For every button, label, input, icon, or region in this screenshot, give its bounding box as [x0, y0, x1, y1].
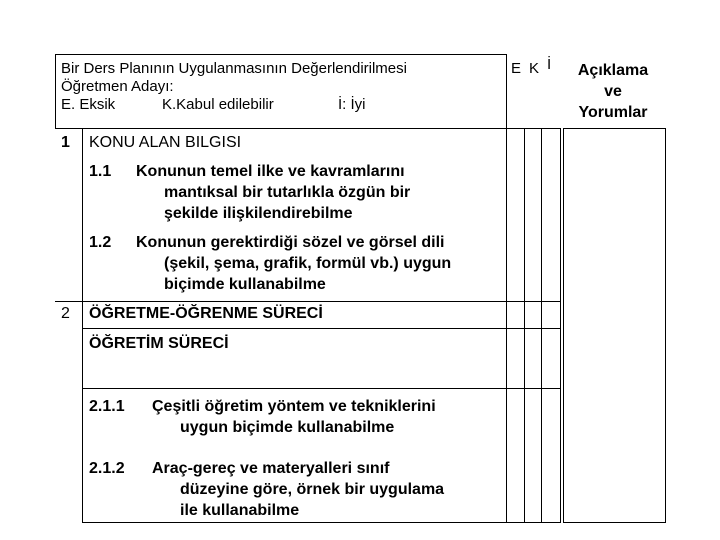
- scale-kabul: K.Kabul edilebilir: [162, 96, 274, 113]
- table-line-i-right: [560, 128, 561, 523]
- candidate-label: Öğretmen Adayı:: [61, 78, 174, 95]
- scale-eksik: E. Eksik: [61, 96, 116, 113]
- item-1-2-line3: biçimde kullanabilme: [164, 276, 326, 293]
- item-1-1-line1: Konunun temel ilke ve kavramlarını: [136, 163, 405, 180]
- item-2-1-2-number: 2.1.2: [89, 460, 125, 477]
- comment-header-line3: Yorumlar: [578, 104, 648, 121]
- table-line-comment-right: [665, 128, 666, 523]
- comment-column-header: [558, 60, 668, 123]
- table-line-k-left: [524, 128, 525, 523]
- section1-number: 1: [61, 134, 70, 151]
- table-line-subtitle-bottom: [82, 388, 560, 389]
- table-line-bottom: [82, 522, 560, 523]
- table-line-e-left: [506, 54, 507, 523]
- table-line-inner-left: [82, 128, 83, 523]
- item-1-2-line2: (şekil, şema, grafik, formül vb.) uygun: [164, 255, 452, 272]
- section2-number: 2: [61, 305, 70, 322]
- table-line-comment-left: [563, 128, 564, 523]
- section2-title: ÖĞRETME-ÖĞRENME SÜRECİ: [89, 305, 323, 322]
- table-line-sec2-top: [55, 301, 560, 302]
- comment-header-line1: Açıklama: [577, 62, 649, 79]
- table-line-sec2-bottom: [82, 328, 560, 329]
- item-1-1-line2: mantıksal bir tutarlıkla özgün bir: [164, 184, 411, 201]
- table-line-top-left: [55, 54, 506, 55]
- table-line-i-left: [541, 128, 542, 523]
- table-line-comment-top: [563, 128, 665, 129]
- item-1-2-number: 1.2: [89, 234, 112, 251]
- table-line-comment-bottom: [563, 522, 665, 523]
- section2-subtitle: ÖĞRETİM SÜRECİ: [89, 335, 229, 352]
- column-i-header: İ: [547, 56, 552, 73]
- item-2-1-2-line2: düzeyine göre, örnek bir uygulama: [180, 481, 445, 498]
- item-2-1-1-line1: Çeşitli öğretim yöntem ve tekniklerini: [152, 398, 436, 415]
- comment-header-line2: ve: [604, 83, 622, 100]
- item-2-1-2-line3: ile kullanabilme: [180, 502, 300, 519]
- scale-iyi: İ: İyi: [338, 96, 366, 113]
- item-2-1-1-number: 2.1.1: [89, 398, 125, 415]
- item-2-1-1-line2: uygun biçimde kullanabilme: [180, 419, 395, 436]
- form-title: Bir Ders Planının Uygulanmasının Değerlendirilmesi: [61, 60, 407, 77]
- column-e-header: E: [511, 60, 522, 77]
- item-1-1-number: 1.1: [89, 163, 112, 180]
- section1-title: KONU ALAN BILGISI: [89, 134, 242, 151]
- table-line-header-bottom: [55, 128, 560, 129]
- item-2-1-2-line1: Araç-gereç ve materyalleri sınıf: [152, 460, 390, 477]
- item-1-1-line3: şekilde ilişkilendirebilme: [164, 205, 353, 222]
- column-k-header: K: [529, 60, 540, 77]
- item-1-2-line1: Konunun gerektirdiği sözel ve görsel dili: [136, 234, 445, 251]
- table-line-left-header: [55, 54, 56, 129]
